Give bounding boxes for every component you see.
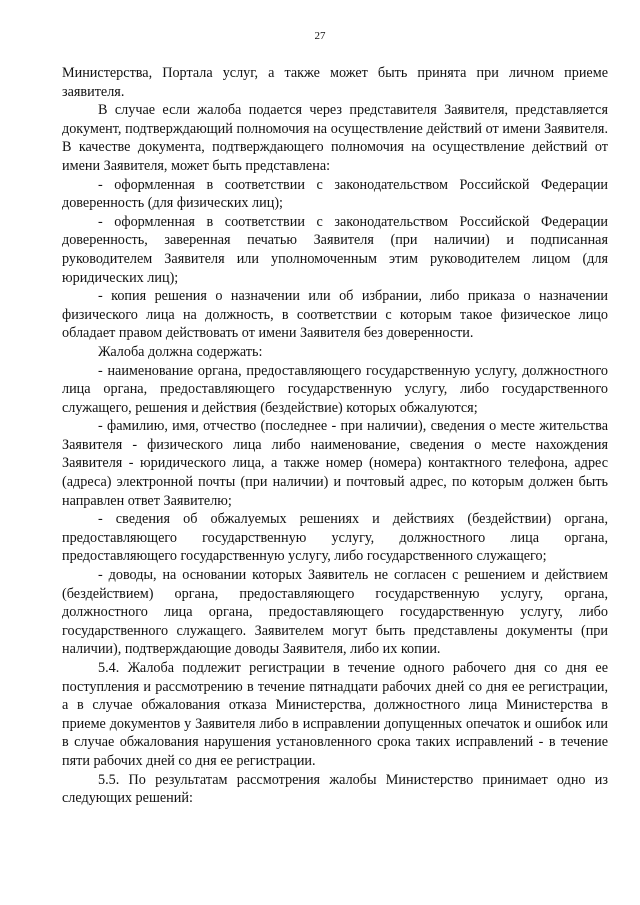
paragraph-2: В случае если жалоба подается через представителя Заявителя, представляется документ, подтверждающий полномочия на осуществление действий от имени Заявителя. В качестве документа, подтверждающего полномочия на осуществление действий от имени Заявителя, может быть представлена: <box>62 102 608 174</box>
paragraph-6: Жалоба должна содержать: <box>98 343 263 360</box>
paragraph-1: Министерства, Портала услуг, а также может быть принята при личном приеме заявителя. <box>62 65 608 100</box>
paragraph-8: - фамилию, имя, отчество (последнее - при наличии), сведения о месте жительства Заявителя - физического лица либо наименование, сведения о месте нахождения Заявителя - юридического лица, а также номер (номера) контактного телефона, адрес (адреса) электронной почты (при наличии) и почтовый адрес, по которым должен быть направлен ответ Заявителю; <box>62 418 608 509</box>
paragraph-12: 5.5. По результатам рассмотрения жалобы Министерство принимает одно из следующих решений: <box>62 771 608 807</box>
document-body <box>62 64 608 808</box>
page-number: 27 <box>314 30 326 42</box>
paragraph-3: - оформленная в соответствии с законодательством Российской Федерации доверенность (для физических лиц); <box>62 176 608 212</box>
paragraph-10: - доводы, на основании которых Заявитель не согласен с решением и действием (бездействием) органа, предоставляющего государственную услугу, органа, должностного лица органа, предоставляющего государственную услугу, либо государственного служащего. Заявителем могут быть представлены документы (при наличии), подтверждающие доводы Заявителя, либо их копии. <box>62 567 608 658</box>
paragraph-11: 5.4. Жалоба подлежит регистрации в течение одного рабочего дня со дня ее поступления и рассмотрению в течение пятнадцати рабочих дней со дня ее регистрации, а в случае обжалования отказа Министерства, должностного лица Министерства в приеме документов у Заявителя либо в исправлении допущенных опечаток и ошибок или в случае обжалования нарушения установленного срока таких исправлений - в течение пяти рабочих дней со дня ее регистрации. <box>62 660 608 769</box>
paragraph-7: - наименование органа, предоставляющего государственную услугу, должностного лица органа, предоставляющего государственную услугу, либо государственного служащего, решения и действия (бездействие) которых обжалуются; <box>62 362 608 416</box>
paragraph-5: - копия решения о назначении или об избрании, либо приказа о назначении физического лица на должность, в соответствии с которым такое физическое лицо обладает правом действовать от имени Заявителя без доверенности. <box>62 288 608 342</box>
paragraph-4: - оформленная в соответствии с законодательством Российской Федерации доверенность, заверенная печатью Заявителя (при наличии) и подписанная руководителем Заявителя или уполномоченным этим руководителем лицом (для юридических лиц); <box>62 213 608 286</box>
paragraph-9: - сведения об обжалуемых решениях и действиях (бездействии) органа, предоставляющего государственную услугу, должностного лица органа, предоставляющего государственную услугу, либо государственного служащего; <box>62 511 608 565</box>
